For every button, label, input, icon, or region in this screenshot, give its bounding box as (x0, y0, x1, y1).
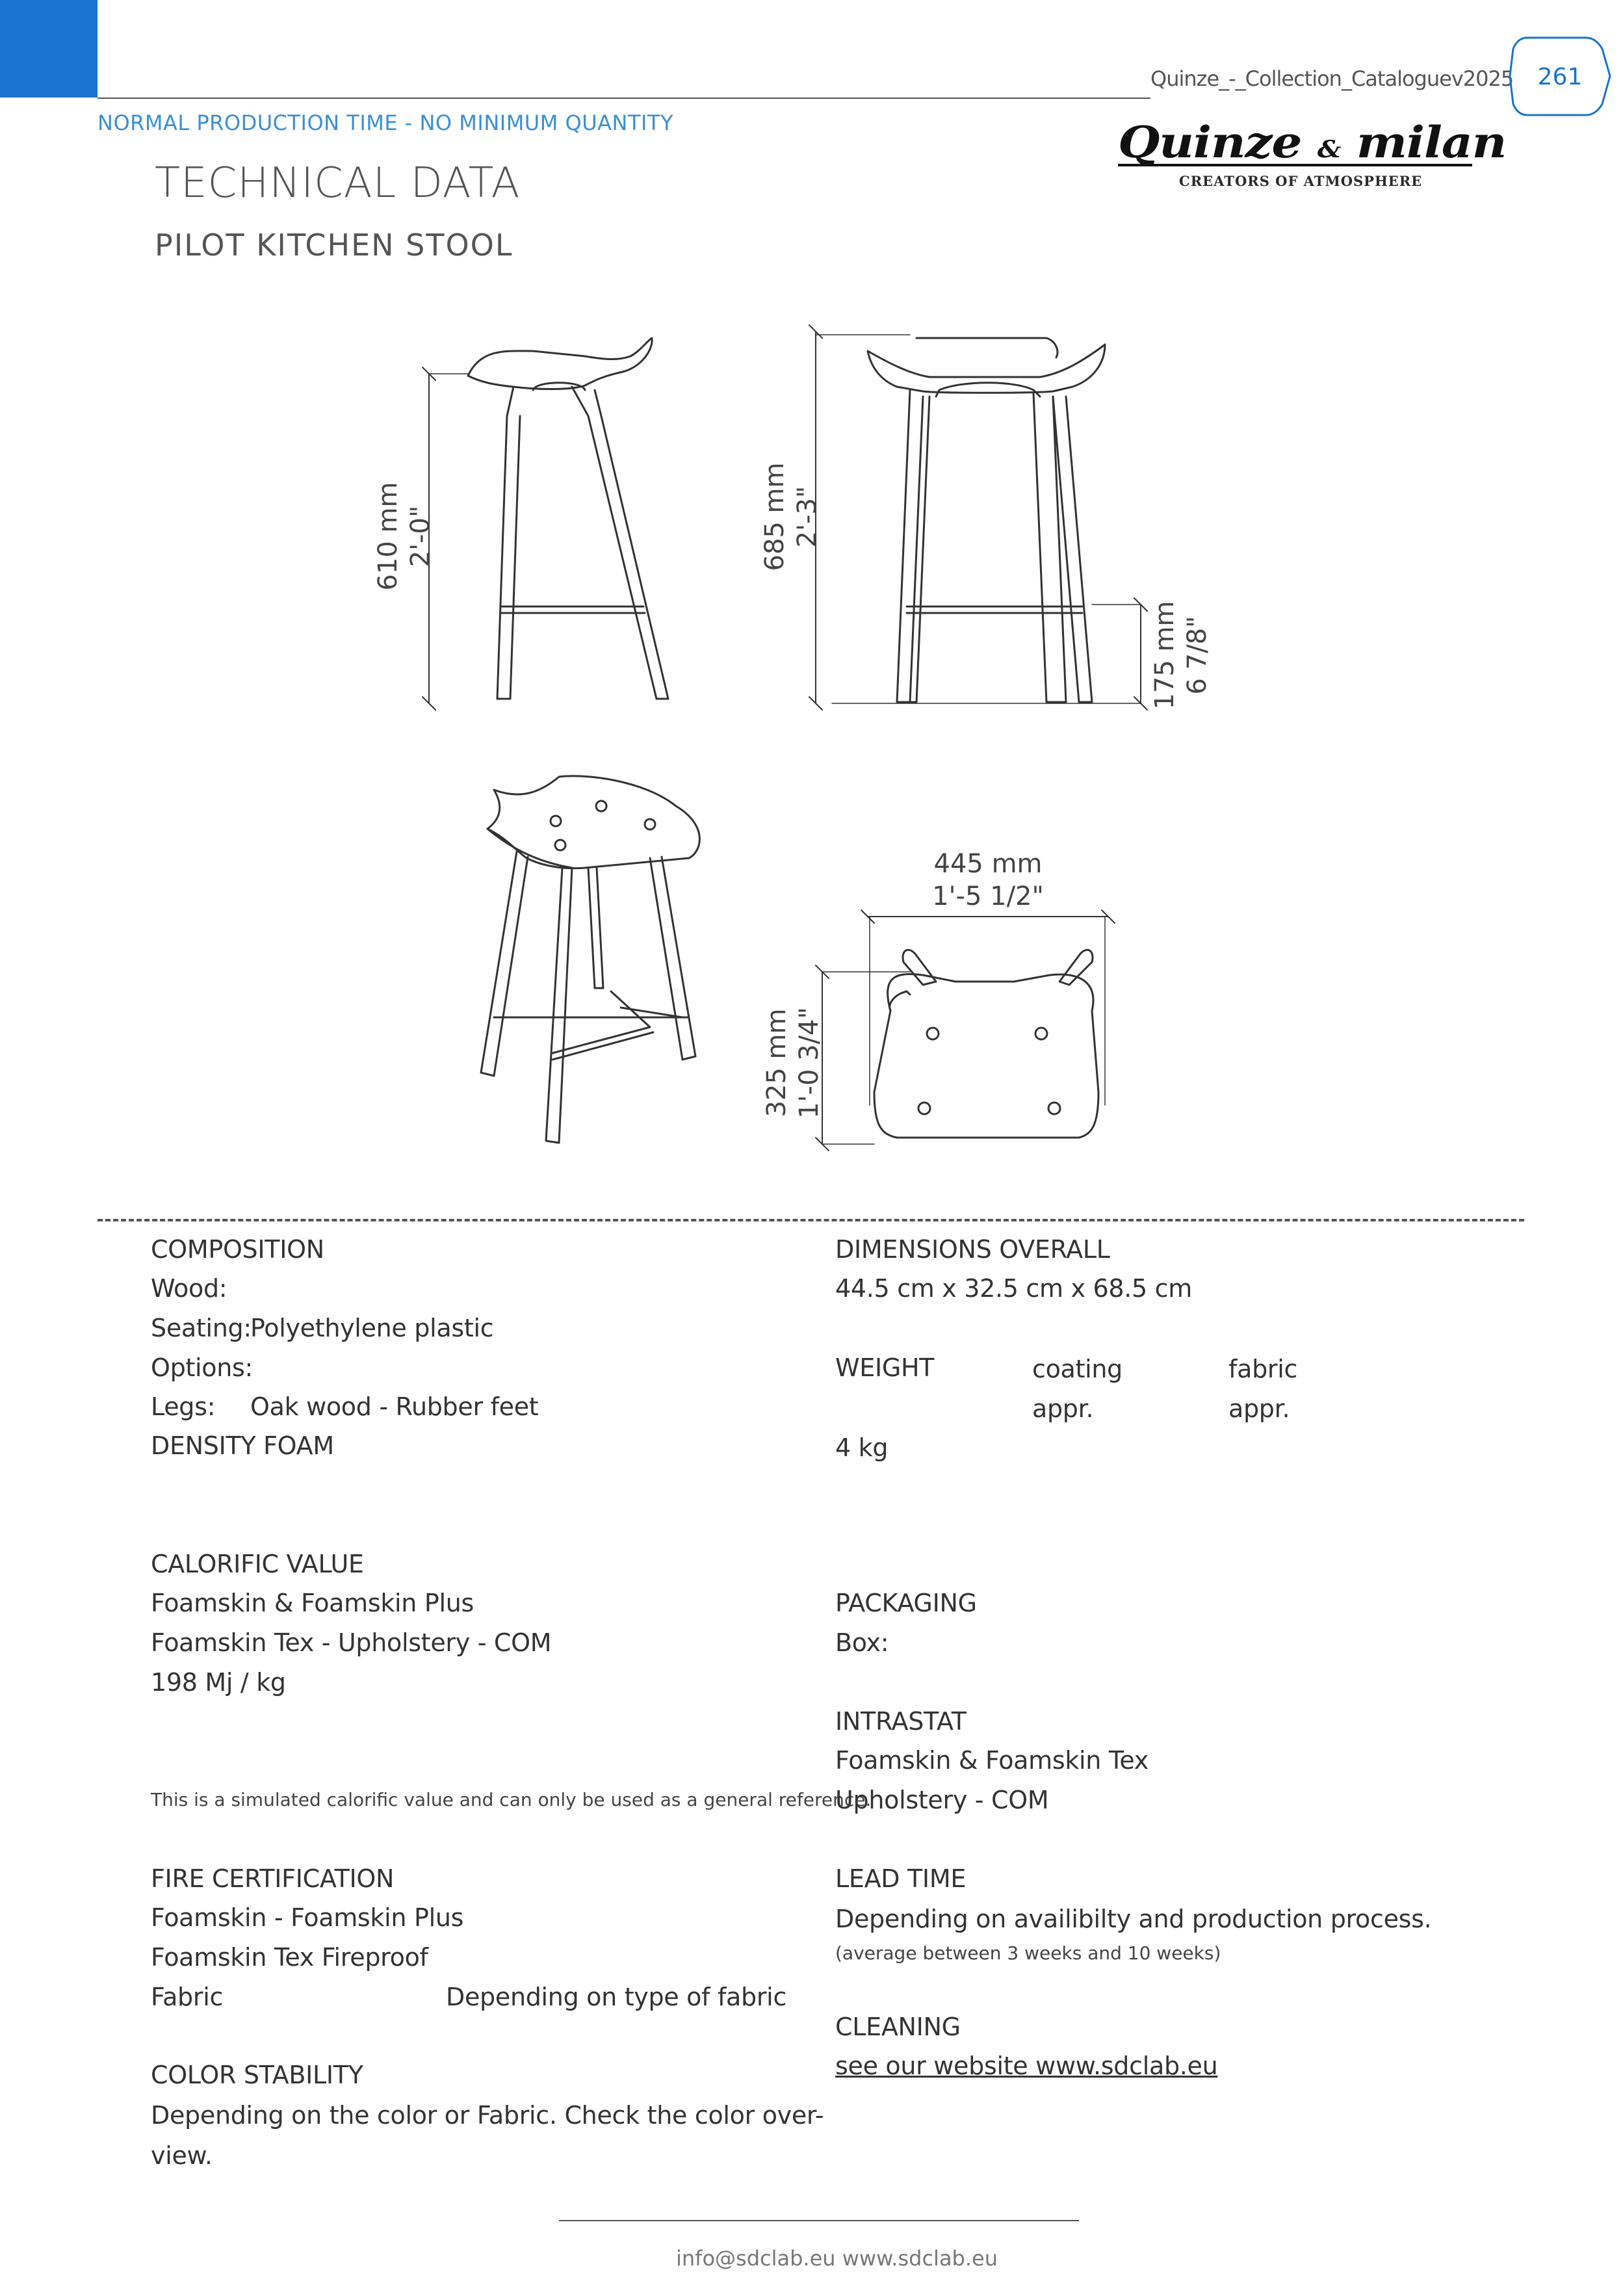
fire-fabric-value: Depending on type of fabric (446, 1983, 787, 2011)
intrastat-title: INTRASTAT (835, 1707, 967, 1736)
composition-legs-label: Legs: (151, 1392, 216, 1421)
side-height-in-label: 2'-0" (406, 505, 435, 567)
composition-seating-label: Seating: (151, 1314, 252, 1342)
color-stability-title: COLOR STABILITY (151, 2061, 363, 2089)
weight-value: 4 kg (835, 1433, 889, 1462)
product-name: PILOT KITCHEN STOOL (155, 228, 513, 263)
dimensions-title: DIMENSIONS OVERALL (835, 1235, 1110, 1264)
section-divider (97, 1219, 1524, 1221)
intrastat-line-2: Upholstery - COM (835, 1786, 1049, 1814)
footer-contact[interactable]: info@sdclab.eu www.sdclab.eu (676, 2246, 998, 2271)
top-depth-mm-label: 325 mm (762, 1008, 792, 1117)
top-width-mm-label: 445 mm (933, 849, 1043, 879)
intrastat-line-1: Foamskin & Foamskin Tex (835, 1746, 1149, 1775)
dimensions-value: 44.5 cm x 32.5 cm x 68.5 cm (835, 1274, 1192, 1303)
side-view-drawing (422, 338, 668, 710)
front-height-mm-label: 685 mm (760, 462, 790, 571)
brand-wordmark: Quinze & milan (1118, 117, 1507, 168)
weight-coating-appr: appr. (1032, 1394, 1094, 1423)
front-height-in-label: 2'-3" (792, 486, 822, 548)
calorific-line-2: Foamskin Tex - Upholstery - COM (151, 1628, 552, 1657)
composition-seating-value: Polyethylene plastic (250, 1314, 494, 1342)
packaging-value: Box: (835, 1628, 889, 1657)
fire-line-2: Foamskin Tex Fireproof (151, 1943, 428, 1972)
top-width-in-label: 1'-5 1/2" (932, 881, 1044, 911)
calorific-title: CALORIFIC VALUE (151, 1550, 364, 1578)
weight-fabric-appr: appr. (1228, 1394, 1290, 1423)
top-view-drawing (816, 910, 1115, 1151)
page-number: 261 (1537, 64, 1583, 90)
lead-time-line-1: Depending on availibilty and production process. (835, 1905, 1432, 1933)
weight-coating-label: coating (1032, 1355, 1123, 1383)
top-depth-in-label: 1'-0 3/4" (794, 1007, 824, 1119)
side-height-mm-label: 610 mm (373, 482, 403, 591)
weight-fabric-label: fabric (1228, 1355, 1298, 1383)
composition-title: COMPOSITION (151, 1235, 324, 1264)
fire-fabric-label: Fabric (151, 1983, 224, 2011)
calorific-note: This is a simulated calorific value and can only be used as a general reference. (151, 1789, 872, 1810)
perspective-view-drawing (481, 776, 699, 1143)
color-stability-line-2: view. (151, 2141, 213, 2170)
cleaning-website-link[interactable]: see our website www.sdclab.eu (835, 2052, 1218, 2080)
footer-rule (559, 2220, 1079, 2221)
footrest-in-label: 6 7/8" (1182, 616, 1212, 695)
calorific-line-3: 198 Mj / kg (151, 1668, 286, 1697)
density-foam-title: DENSITY FOAM (151, 1431, 334, 1460)
color-stability-line-1: Depending on the color or Fabric. Check the color over- (151, 2101, 824, 2130)
weight-title: WEIGHT (835, 1353, 935, 1382)
brand-tagline: CREATORS OF ATMOSPHERE (1179, 173, 1423, 189)
fire-line-1: Foamskin - Foamskin Plus (151, 1903, 464, 1932)
page-title: TECHNICAL DATA (155, 159, 521, 207)
footrest-mm-label: 175 mm (1150, 601, 1180, 710)
calorific-line-1: Foamskin & Foamskin Plus (151, 1589, 474, 1617)
composition-options: Options: (151, 1353, 253, 1382)
fire-certification-title: FIRE CERTIFICATION (151, 1864, 395, 1893)
lead-time-note: (average between 3 weeks and 10 weeks) (835, 1942, 1221, 1964)
cleaning-title: CLEANING (835, 2013, 961, 2041)
composition-wood: Wood: (151, 1274, 227, 1303)
catalogue-name: Quinze_-_Collection_Cataloguev2025 (1150, 66, 1514, 91)
production-note: NORMAL PRODUCTION TIME - NO MINIMUM QUANTITY (97, 111, 674, 135)
composition-legs-value: Oak wood - Rubber feet (250, 1392, 539, 1421)
lead-time-title: LEAD TIME (835, 1864, 967, 1893)
packaging-title: PACKAGING (835, 1589, 977, 1617)
front-view-drawing (809, 325, 1147, 710)
